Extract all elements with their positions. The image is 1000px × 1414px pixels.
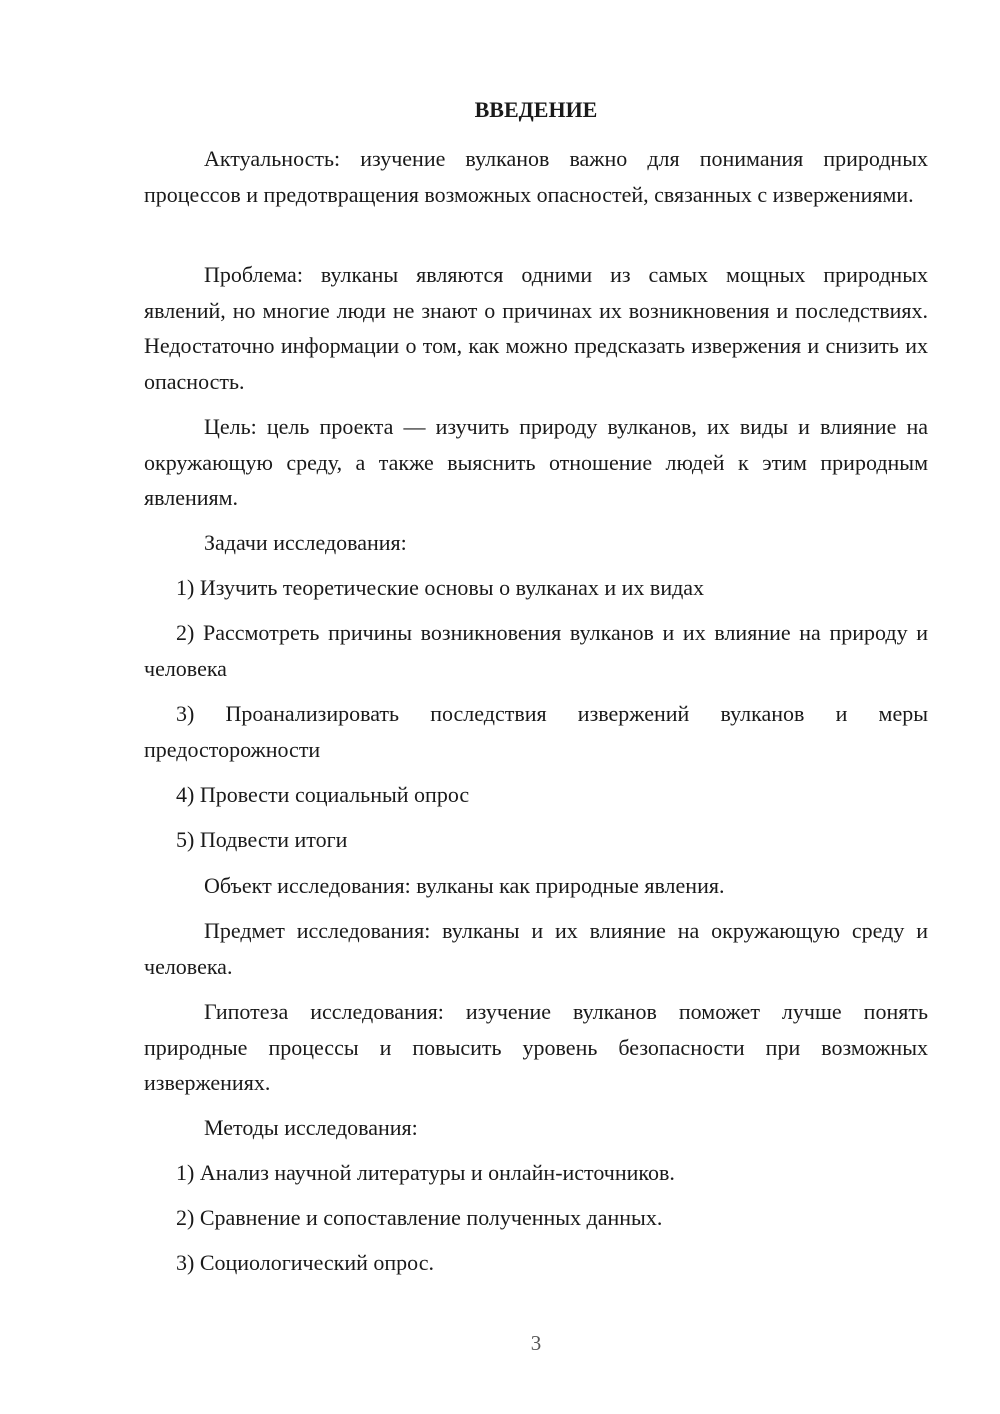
method-item-3: 3) Социологический опрос. xyxy=(176,1250,434,1275)
method-item-1: 1) Анализ научной литературы и онлайн-источников. xyxy=(176,1160,675,1185)
task-item-2: 2) Рассмотреть причины возникновения вулканов и их влияние на природу и человека xyxy=(144,620,928,681)
paragraph-subject: Предмет исследования: вулканы и их влияние на окружающую среду и человека. xyxy=(144,918,928,979)
page-number: 3 xyxy=(530,1331,542,1355)
methods-heading: Методы исследования: xyxy=(204,1115,418,1140)
task-item-3: 3) Проанализировать последствия извержений вулканов и меры предосторожности xyxy=(144,701,928,762)
paragraph-problem: Проблема: вулканы являются одними из самых мощных природных явлений, но многие люди не знают о причинах их возникновения и последствиях. Недостаточно информации о том, как можно предсказать извержения и снизить их опасность. xyxy=(144,262,928,394)
paragraph-relevance: Актуальность: изучение вулканов важно для понимания природных процессов и предотвращения возможных опасностей, связанных с извержениями. xyxy=(144,146,928,207)
tasks-heading: Задачи исследования: xyxy=(204,530,407,555)
task-item-1: 1) Изучить теоретические основы о вулканах и их видах xyxy=(176,575,705,600)
task-item-5: 5) Подвести итоги xyxy=(176,827,348,852)
method-item-2: 2) Сравнение и сопоставление полученных данных. xyxy=(176,1205,663,1230)
paragraph-goal: Цель: цель проекта — изучить природу вулканов, их виды и влияние на окружающую среду, а также выяснить отношение людей к этим природным явлениям. xyxy=(144,414,928,510)
page-title: ВВЕДЕНИЕ xyxy=(474,97,598,122)
task-item-4: 4) Провести социальный опрос xyxy=(176,782,470,807)
paragraph-object: Объект исследования: вулканы как природные явления. xyxy=(204,873,725,898)
paragraph-hypothesis: Гипотеза исследования: изучение вулканов поможет лучше понять природные процессы и повысить уровень безопасности при возможных извержениях. xyxy=(144,999,928,1095)
